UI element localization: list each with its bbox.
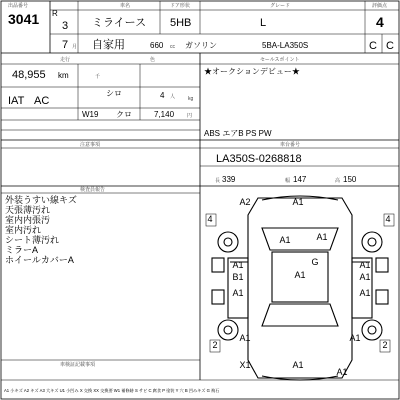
model-year: 3 <box>62 20 69 32</box>
width-label: 幅 <box>285 178 291 184</box>
notes-label: 注意事項 <box>80 142 101 148</box>
trim-color: クロ <box>116 110 132 119</box>
recycle-unit: 円 <box>187 113 193 119</box>
rear-right-wheel <box>362 320 382 340</box>
seat-left-rear <box>212 290 224 304</box>
weight-unit: kg <box>188 96 194 102</box>
rear-window <box>262 304 338 326</box>
doors-body: 5HB <box>170 17 192 29</box>
damage-mark-A1-roof: A1 <box>316 232 328 242</box>
exterior-grade: C <box>386 40 394 52</box>
fuel-value: ガソリン <box>185 41 217 50</box>
damage-mark-A1-right-3: A1 <box>359 288 371 298</box>
displacement-unit: cc <box>170 44 175 50</box>
damage-mark-A1-left-1: A1 <box>232 260 244 270</box>
score-label: 評価点 <box>372 3 388 9</box>
note-item: 室内汚れ <box>5 225 42 235</box>
rear-left-wheel <box>218 320 238 340</box>
grade-value: L <box>260 17 267 29</box>
height-label: 高 <box>335 178 341 184</box>
seat-left-front <box>212 258 224 272</box>
mileage-unit: km <box>58 71 69 80</box>
front-left-hub <box>224 238 232 246</box>
damage-mark-A2: A2 <box>239 197 251 207</box>
note-item: 外装うすい線キズ <box>5 195 77 205</box>
chassis-label: 車台番号 <box>280 142 301 148</box>
damage-mark-A1-bottom-mid: A1 <box>292 360 304 370</box>
aircon-value: AC <box>34 95 50 107</box>
damage-mark-A1-left-4: A1 <box>239 333 251 343</box>
position-number-num-4-left: 4 <box>207 214 213 224</box>
displacement-value: 660 <box>150 41 164 50</box>
mileage-value: 48,955 <box>12 69 46 81</box>
interior-grade: C <box>369 40 377 52</box>
note-item: ホイールカバーA <box>5 255 74 265</box>
length-label: 長 <box>215 178 221 184</box>
length-value: 339 <box>222 175 236 184</box>
seats-unit: 人 <box>170 94 176 100</box>
note-item: ミラーA <box>5 245 39 255</box>
transmission-value: IAT <box>8 95 25 107</box>
sales-point-label: セールスポイント <box>260 57 300 63</box>
month-unit: 月 <box>72 44 78 50</box>
damage-mark-A1-hood-left: A1 <box>279 235 291 245</box>
position-number-num-2-right: 2 <box>382 340 388 350</box>
seat-right-rear <box>376 290 388 304</box>
lot-label: 出品番号 <box>8 3 29 9</box>
damage-mark-G: G <box>311 257 319 267</box>
rear-right-hub <box>368 326 376 334</box>
damage-mark-A1-right-1: A1 <box>359 260 371 270</box>
recycle-fee: 7,140 <box>154 110 175 119</box>
width-value: 147 <box>293 175 307 184</box>
sales-point: ★オークションデビュー★ <box>204 67 300 76</box>
remarks-label: 車検証記載事項 <box>60 362 96 368</box>
front-right-wheel <box>362 232 382 252</box>
chassis-number: LA350S-0268818 <box>216 153 302 165</box>
front-left-wheel <box>218 232 238 252</box>
model-code: 5BA-LA350S <box>262 41 309 50</box>
inspector-notes <box>5 194 77 265</box>
note-item: シート薄汚れ <box>5 235 60 245</box>
damage-mark-A1-left-3: A1 <box>232 288 244 298</box>
usage-value: 自家用 <box>92 39 125 51</box>
rear-left-hub <box>224 326 232 334</box>
damage-marks <box>232 197 370 377</box>
position-number-num-2-left: 2 <box>212 340 218 350</box>
damage-mark-A1-top-right: A1 <box>292 197 304 207</box>
options-value: ABS エアB PS PW <box>204 129 272 138</box>
lot-number: 3041 <box>8 11 40 27</box>
damage-mark-A1-right-2: A1 <box>359 272 371 282</box>
height-value: 150 <box>343 175 357 184</box>
footer-legend: A1 小キズ A2 キズ A3 大キズ U1 小凹み X 交換 XX 交換要 W1 補修跡 S サビ C 腐食 P 塗装 Y 穴 B 凹みキズ G 飛石 <box>4 388 220 393</box>
doors-label: ドア形状 <box>170 3 190 9</box>
damage-mark-A1-center: A1 <box>294 270 306 280</box>
damage-mark-A1-right-4: A1 <box>349 333 361 343</box>
model-label: 車名 <box>120 3 131 9</box>
mileage-note: 千 <box>95 74 101 80</box>
note-item: 天張薄汚れ <box>5 205 51 215</box>
model-name: ミライース <box>92 17 147 29</box>
tire-value: W19 <box>82 110 99 119</box>
year-prefix: R <box>52 9 58 18</box>
damage-mark-B1: B1 <box>232 272 244 282</box>
inspector-notes-label: 検査員報告 <box>80 187 106 193</box>
seat-right-front <box>376 258 388 272</box>
damage-mark-A1-bottom-right: A1 <box>336 367 348 377</box>
car-body-outline <box>248 198 352 378</box>
grade-label: グレード <box>270 3 291 9</box>
damage-mark-X1: X1 <box>239 360 251 370</box>
color-value: シロ <box>106 89 122 98</box>
seats-value: 4 <box>160 91 165 100</box>
month-value: 7 <box>62 39 69 51</box>
note-item: 室内内張汚 <box>5 215 51 225</box>
front-right-hub <box>368 238 376 246</box>
score-value: 4 <box>376 14 384 30</box>
position-number-num-4-right: 4 <box>385 214 391 224</box>
mileage-label: 走行 <box>60 57 71 63</box>
color-label: 色 <box>150 57 156 63</box>
